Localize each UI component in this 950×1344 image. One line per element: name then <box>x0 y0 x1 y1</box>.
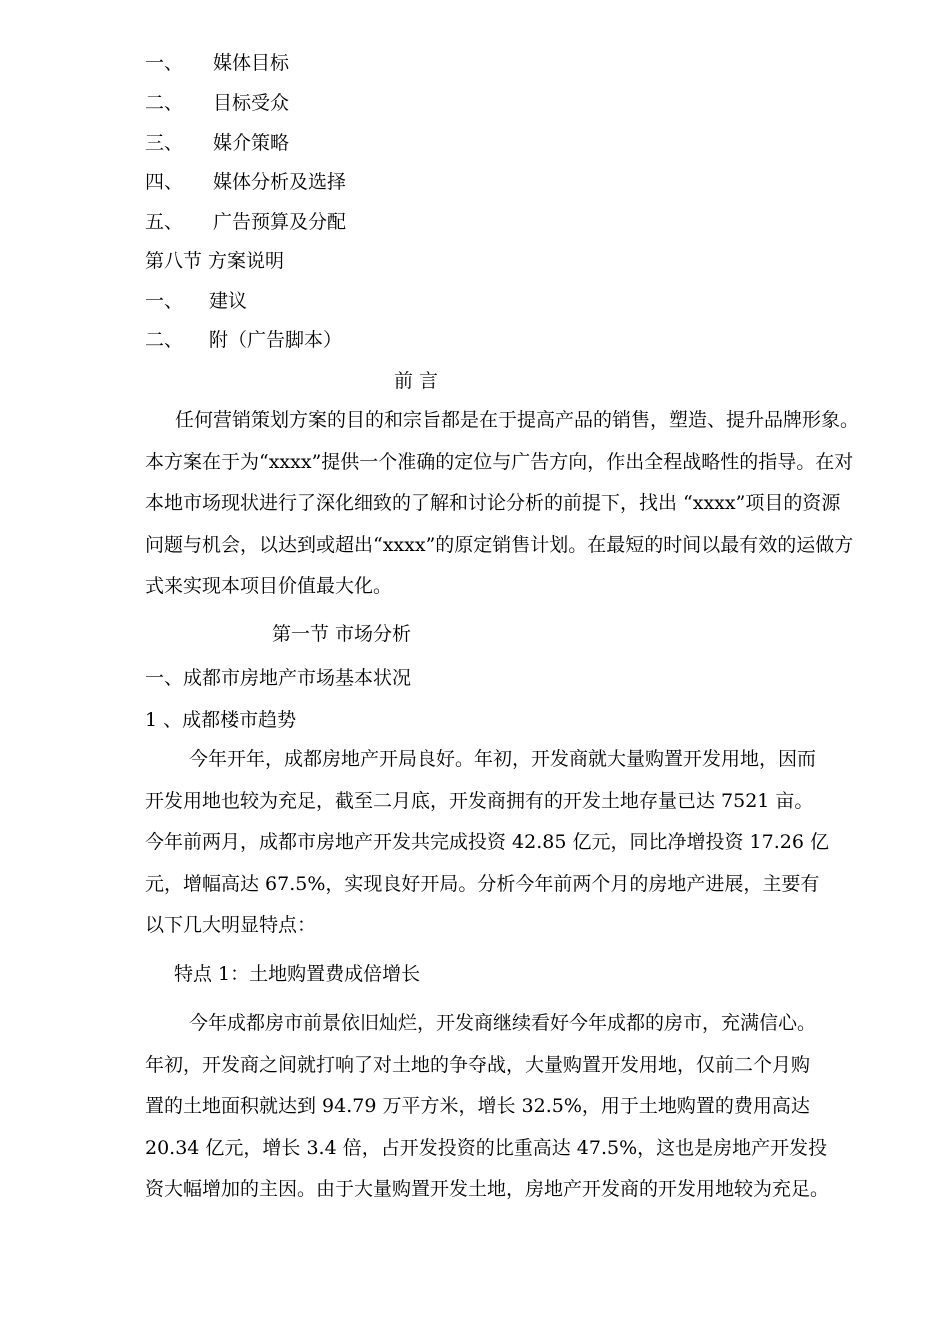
paragraph-line: 置的土地面积就达到 94.79 万平方米，增长 32.5%，用于土地购置的费用高达 <box>145 1095 810 1117</box>
section-1-heading: 一、成都市房地产市场基本状况 <box>145 667 412 689</box>
toc-item <box>145 328 342 352</box>
toc-item-label: 媒介策略 <box>213 132 290 154</box>
paragraph-line: 开发用地也较为充足，截至二月底，开发商拥有的开发土地存量已达 7521 亩。 <box>145 789 814 812</box>
toc-item-label: 媒体分析及选择 <box>213 171 347 193</box>
paragraph-line: 元，增幅高达 67.5%，实现良好开局。分析今年前两个月的房地产进展，主要有 <box>145 872 820 895</box>
toc-item-label: 附（广告脚本） <box>209 329 343 351</box>
toc-item-number: 二、 <box>145 329 184 351</box>
paragraph-line: 今年前两月，成都市房地产开发共完成投资 42.85 亿元，同比净增投资 17.26 亿 <box>145 831 829 853</box>
preface-paragraph <box>145 400 885 608</box>
toc-item-number: 二、 <box>145 92 184 114</box>
toc-item <box>145 51 289 75</box>
toc-item <box>145 91 289 115</box>
toc-item-number: 一、 <box>145 52 184 74</box>
paragraph-line: 今年开年，成都房地产开局良好。年初，开发商就大量购置开发用地，因而 <box>189 748 817 770</box>
toc-item <box>145 210 346 234</box>
toc-item-label: 广告预算及分配 <box>213 211 347 233</box>
paragraph-line: 本地市场现状进行了深化细致的了解和讨论分析的前提下，找出 “xxxx”项目的资源 <box>145 492 841 514</box>
paragraph-line: 以下几大明显特点： <box>145 914 317 936</box>
toc-item-number: 五、 <box>145 211 184 233</box>
toc-item-number: 四、 <box>145 171 184 193</box>
paragraph-line: 任何营销策划方案的目的和宗旨都是在于提高产品的销售，塑造、提升品牌形象。 <box>175 409 860 431</box>
section-1-subheading: 1 、成都楼市趋势 <box>145 709 297 731</box>
toc-item-number: 三、 <box>145 132 184 154</box>
paragraph-line: 问题与机会，以达到或超出“xxxx”的原定销售计划。在最短的时间以最有效的运做方 <box>145 533 854 556</box>
toc-item-label: 目标受众 <box>213 92 290 114</box>
toc-item <box>145 131 289 155</box>
section-1-title: 第一节 市场分析 <box>272 623 412 645</box>
paragraph-line: 今年成都房市前景依旧灿烂，开发商继续看好今年成都的房市，充满信心。 <box>189 1012 817 1034</box>
toc-item <box>145 289 247 313</box>
preface-title: 前 言 <box>394 370 439 392</box>
paragraph-line: 本方案在于为“xxxx”提供一个准确的定位与广告方向，作出全程战略性的指导。在对 <box>145 450 854 473</box>
paragraph-line: 年初，开发商之间就打响了对土地的争夺战，大量购置开发用地，仅前二个月购 <box>145 1053 811 1076</box>
toc-item <box>145 170 346 194</box>
paragraph-line: 20.34 亿元，增长 3.4 倍，占开发投资的比重高达 47.5%，这也是房地产开发投 <box>145 1136 828 1159</box>
section-8-title: 第八节 方案说明 <box>145 250 285 272</box>
toc-item-label: 建议 <box>209 290 248 312</box>
paragraph-line: 资大幅增加的主因。由于大量购置开发土地，房地产开发商的开发用地较为充足。 <box>145 1178 830 1200</box>
toc-item-number: 一、 <box>145 290 184 312</box>
land-purchase-paragraph <box>145 1003 885 1211</box>
toc-item-label: 媒体目标 <box>213 52 290 74</box>
paragraph-line: 式来实现本项目价值最大化。 <box>145 575 393 597</box>
feature-1-heading: 特点 1：土地购置费成倍增长 <box>174 963 421 985</box>
market-trend-paragraph <box>145 739 885 947</box>
